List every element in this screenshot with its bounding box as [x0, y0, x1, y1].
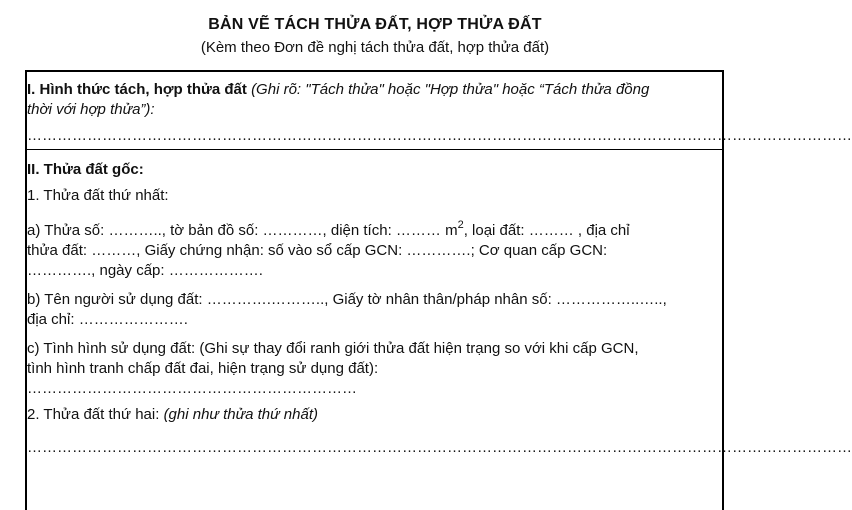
- section-divider: [25, 149, 724, 150]
- b-line2: địa chỉ: ………………….: [27, 311, 188, 328]
- area-unit-superscript: 2: [457, 219, 464, 231]
- document-subtitle: (Kèm theo Đơn đề nghị tách thửa đất, hợp thửa đất): [200, 39, 550, 56]
- document-title: BẢN VẼ TÁCH THỬA ĐẤT, HỢP THỬA ĐẤT: [208, 16, 542, 33]
- section1-note-line1: (Ghi rõ: "Tách thửa" hoặc "Hợp thửa" hoặc “Tách thửa đồng: [251, 81, 650, 98]
- section1-dots: …………………………………………………………………………………………………………………………………………………: [27, 127, 852, 144]
- section2-heading: II. Thửa đất gốc:: [27, 161, 144, 178]
- c-line1: c) Tình hình sử dụng đất: (Ghi sự thay đổi ranh giới thửa đất hiện trạng so với khi cấp GCN,: [27, 340, 639, 357]
- c-line3: …………………………………………………………: [27, 380, 357, 397]
- a-line1-pre: a) Thửa số: ……….., tờ bản đồ số: …………, diện tích: ……… m: [27, 222, 458, 239]
- item2-title: [27, 405, 724, 425]
- item2-title-italic: (ghi như thửa thứ nhất): [163, 406, 319, 423]
- c-line2: tình hình tranh chấp đất đai, hiện trạng sử dụng đất):: [27, 360, 379, 377]
- item2-title-plain: 2. Thửa đất thứ hai:: [27, 406, 164, 423]
- item2-dots: …………………………………………………………………………………………………………………………………………………: [27, 439, 852, 456]
- section1-note-line2: thời với hợp thửa”):: [27, 101, 155, 118]
- a-line2: thửa đất: ………, Giấy chứng nhận: số vào sổ cấp GCN: ………….; Cơ quan cấp GCN:: [27, 242, 608, 259]
- section1-line1: [27, 80, 724, 100]
- item1-title: 1. Thửa đất thứ nhất:: [27, 187, 169, 204]
- section1-heading: I. Hình thức tách, hợp thửa đất: [27, 81, 247, 98]
- b-line1: b) Tên người sử dụng đất: ………….……….., Giấy tờ nhân thân/pháp nhân số: ……………..…..,: [27, 291, 667, 308]
- a-line1: [27, 221, 724, 241]
- a-line1-post: , loại đất: ……… , địa chỉ: [463, 222, 630, 239]
- a-line3: …………., ngày cấp: ……………….: [27, 262, 263, 279]
